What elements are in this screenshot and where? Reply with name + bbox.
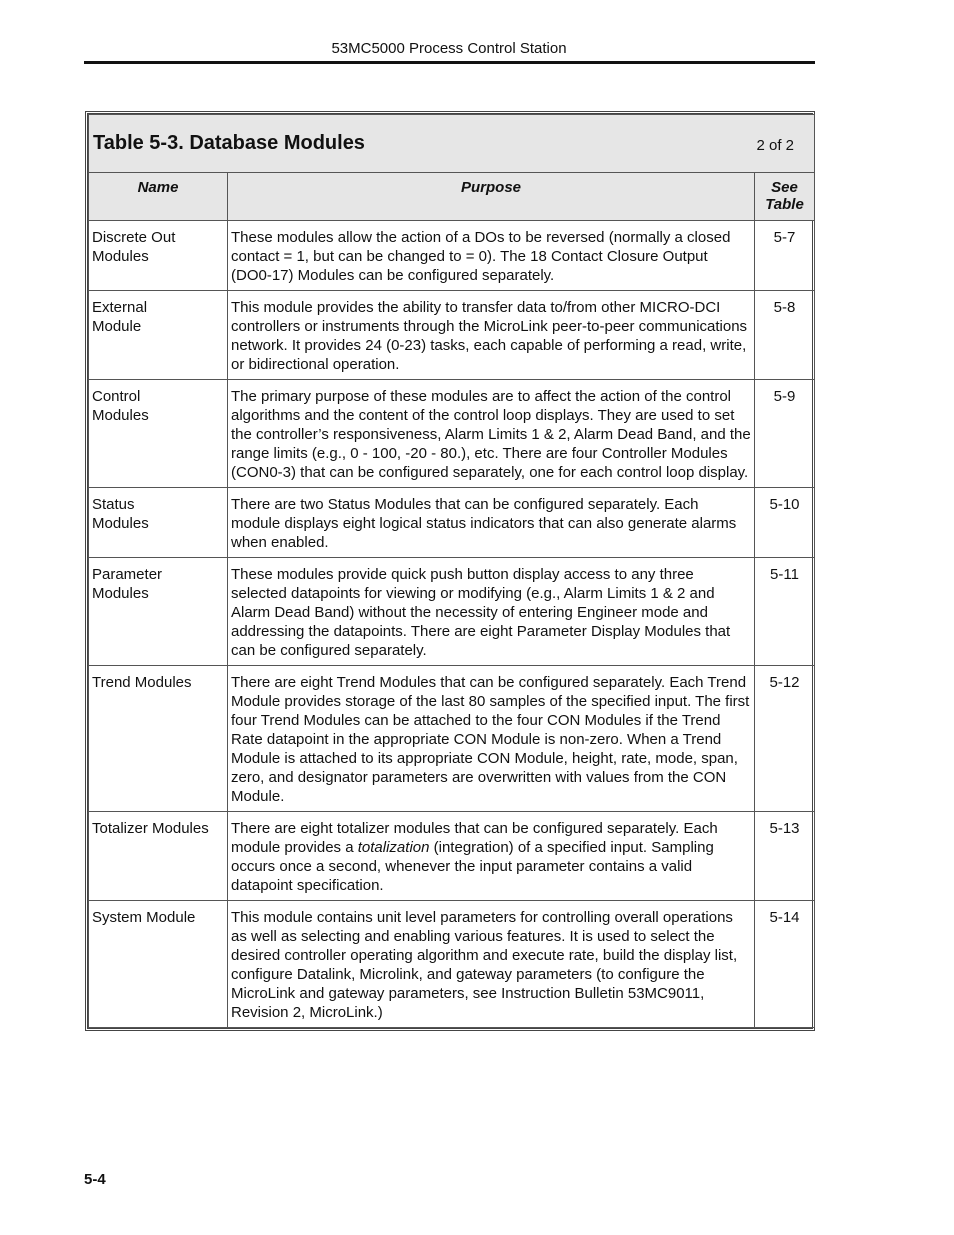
module-purpose: This module provides the ability to transfer data to/from other MICRO-DCI controllers or instruments through the MicroLink peer-to-peer communications network. It provides 24 (0-23) tasks, each capable of performing a read, write, or bidirectional operation. [228,291,755,380]
table-row [89,901,815,1028]
column-header-purpose: Purpose [228,173,755,221]
table-row [89,291,815,380]
running-header: 53MC5000 Process Control Station [331,40,567,57]
module-purpose: There are two Status Modules that can be configured separately. Each module displays eight logical status indicators that can also generate alarms when enabled. [228,488,755,558]
see-table-ref: 5-12 [755,666,815,812]
module-purpose: This module contains unit level parameters for controlling overall operations as well as selecting and enabling various features. It is used to select the desired controller operating algorithm and execute rate, build the display list, configure Datalink, Microlink, and gateway parameters (to configure the MicroLink and gateway parameters, see Instruction Bulletin 53MC9011, Revision 2, MicroLink.) [228,901,755,1028]
purpose-text: There are eight totalizer modules that can be configured separately. Each module provides a [231,820,718,856]
table-row [89,221,815,291]
module-name: Parameter Modules [89,558,228,666]
purpose-emphasis: totalization [357,839,430,856]
module-purpose: The primary purpose of these modules are to affect the action of the control algorithms and the content of the control loop displays. They are used to set the controller’s responsiveness, Alarm Limits 1 & 2, Alarm Dead Band, and the range limits (e.g., 0 - 100, -20 - 80.), etc. There are four Controller Modules (CON0-3) that can be configured separately, one for each control loop display. [228,380,755,488]
page-number: 5-4 [84,1171,106,1188]
table-title-cell [89,115,815,173]
see-table-ref: 5-10 [755,488,815,558]
see-table-ref: 5-14 [755,901,815,1028]
purpose-text: (integration) of a specified input. Sampling occurs once a second, whenever the input parameter contains a valid datapoint specification. [231,839,714,894]
column-header-see-table: See Table [755,173,815,221]
table-row [89,812,815,901]
module-name: Totalizer Modules [89,812,228,901]
module-purpose: These modules provide quick push button display access to any three selected datapoints for viewing or modifying (e.g., Alarm Limits 1 & 2 and Alarm Dead Band) without the necessity of entering Engineer mode and addressing the datapoints. There are eight Parameter Display Modules that can be configured separately. [228,558,755,666]
module-name: Control Modules [89,380,228,488]
module-name: System Module [89,901,228,1028]
see-table-ref: 5-9 [755,380,815,488]
see-table-ref: 5-8 [755,291,815,380]
module-name: External Module [89,291,228,380]
table-row [89,558,815,666]
database-modules-table [85,111,815,1031]
table-title: Table 5-3. Database Modules [93,132,365,154]
module-purpose [228,812,755,901]
table-row [89,666,815,812]
module-name: Status Modules [89,488,228,558]
see-table-ref: 5-7 [755,221,815,291]
header-rule [84,61,815,64]
see-table-ref: 5-11 [755,558,815,666]
table-row [89,488,815,558]
module-purpose: These modules allow the action of a DOs to be reversed (normally a closed contact = 1, but can be changed to = 0). The 18 Contact Closure Output (DO0-17) Modules can be configured separately. [228,221,755,291]
module-name: Trend Modules [89,666,228,812]
module-name: Discrete Out Modules [89,221,228,291]
module-purpose: There are eight Trend Modules that can be configured separately. Each Trend Module provides storage of the last 80 samples of the specified input. The first four Trend Modules can be attached to the four CON Modules if the Trend Rate datapoint in the appropriate CON Module is non-zero. When a Trend Module is attached to its appropriate CON Module, height, rate, mode, span, zero, and designator parameters are overwritten with values from the CON Module. [228,666,755,812]
column-header-name: Name [89,173,228,221]
table-row [89,380,815,488]
table-page-indicator: 2 of 2 [756,137,795,154]
see-table-ref: 5-13 [755,812,815,901]
